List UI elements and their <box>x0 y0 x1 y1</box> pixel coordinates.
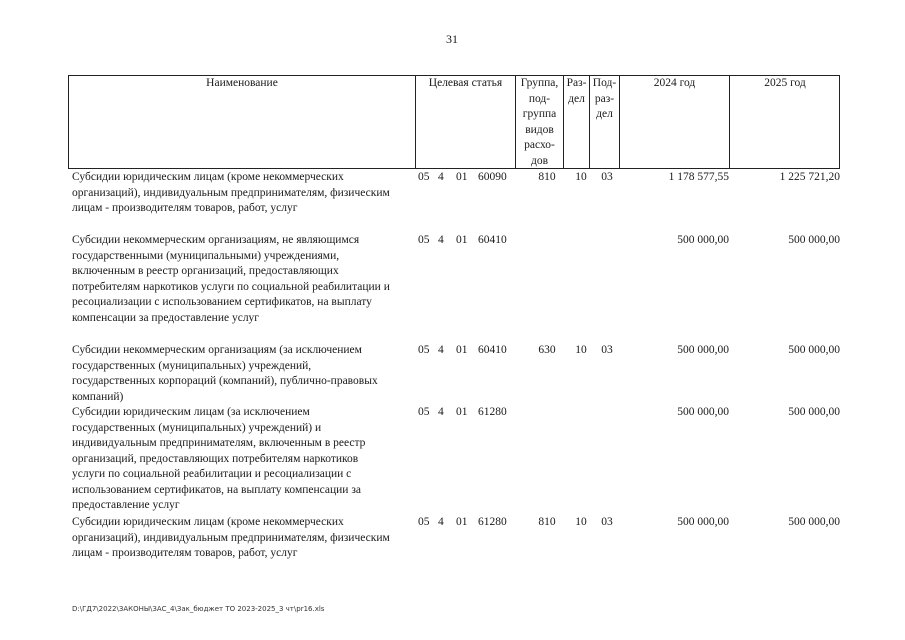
cs-direction: 60410 <box>478 234 507 246</box>
expense-group: 810 <box>538 171 556 183</box>
cs-direction: 60410 <box>478 344 507 356</box>
table-header <box>68 75 840 169</box>
row-name: Субсидии юридическим лицам (кроме некоммерческих организаций), индивидуальным предпринимателям, физическим лицам - производителям товаров, работ, услуг <box>72 171 390 214</box>
expense-group: 810 <box>538 516 556 528</box>
header-year-2024: 2024 год <box>620 76 730 168</box>
section: 10 <box>575 171 587 183</box>
cs-direction: 61280 <box>478 406 507 418</box>
row-name: Субсидии некоммерческим организациям (за исключением государственных (муниципальных) учреждений, государственных корпораций (компаний), публично-правовых компаний) <box>72 344 378 403</box>
header-year-2025: 2025 год <box>764 77 806 89</box>
cs-subprogram: 4 <box>438 344 444 356</box>
cs-direction: 61280 <box>478 516 507 528</box>
section: 10 <box>575 344 587 356</box>
page-number: 31 <box>446 32 458 46</box>
header-subsection: Под- раз- дел <box>590 76 620 168</box>
section: 10 <box>575 516 587 528</box>
amount-2024: 500 000,00 <box>677 406 729 418</box>
amount-2025: 500 000,00 <box>788 234 840 246</box>
cs-subprogram: 4 <box>438 516 444 528</box>
cs-program: 05 <box>418 171 430 183</box>
amount-2024: 1 178 577,55 <box>668 171 729 183</box>
header-expense-group: Группа, под- группа видов расхо- дов <box>516 76 564 168</box>
cs-program: 05 <box>418 406 430 418</box>
cs-program: 05 <box>418 516 430 528</box>
cs-event: 01 <box>456 171 468 183</box>
header-name: Наименование <box>69 76 416 168</box>
amount-2025: 500 000,00 <box>788 344 840 356</box>
cs-event: 01 <box>456 234 468 246</box>
cs-event: 01 <box>456 344 468 356</box>
cs-direction: 60090 <box>478 171 507 183</box>
cs-subprogram: 4 <box>438 171 444 183</box>
amount-2025: 1 225 721,20 <box>779 171 840 183</box>
cs-program: 05 <box>418 234 430 246</box>
subsection: 03 <box>601 516 613 528</box>
cs-event: 01 <box>456 406 468 418</box>
row-name: Субсидии некоммерческим организациям, не являющимся государственными (муниципальными) учреждениями, включенным в реестр организаций, предоставляющих потребителям наркотиков услуги по социальной реабилитации и ресоциализации с использованием сертификатов, на выплату компенсации за предоставление услуг <box>72 234 390 324</box>
amount-2024: 500 000,00 <box>677 516 729 528</box>
amount-2025: 500 000,00 <box>788 516 840 528</box>
cs-subprogram: 4 <box>438 234 444 246</box>
cs-event: 01 <box>456 516 468 528</box>
row-name: Субсидии юридическим лицам (за исключением государственных (муниципальных) учреждений) и индивидуальным предпринимателям, включенным в реестр организаций, предоставляющих потребителям наркотиков услуги по социальной реабилитации и ресоциализации с использованием сертификатов, на выплату компенсации за предоставление услуг <box>72 406 366 511</box>
amount-2025: 500 000,00 <box>788 406 840 418</box>
header-target-article: Целевая статья <box>416 76 516 168</box>
header-section: Раз- дел <box>564 76 590 168</box>
row-name: Субсидии юридическим лицам (кроме некоммерческих организаций), индивидуальным предпринимателям, физическим лицам - производителям товаров, работ, услуг <box>72 516 390 559</box>
expense-group: 630 <box>538 344 556 356</box>
cs-subprogram: 4 <box>438 406 444 418</box>
subsection: 03 <box>601 171 613 183</box>
cs-program: 05 <box>418 344 430 356</box>
file-path-footer: D:\ГД7\2022\ЗАКОНЫ\ЗАС_4\Зак_бюджет ТО 2023-2025_3 чт\pr16.xls <box>72 605 325 613</box>
amount-2024: 500 000,00 <box>677 234 729 246</box>
amount-2024: 500 000,00 <box>677 344 729 356</box>
subsection: 03 <box>601 344 613 356</box>
